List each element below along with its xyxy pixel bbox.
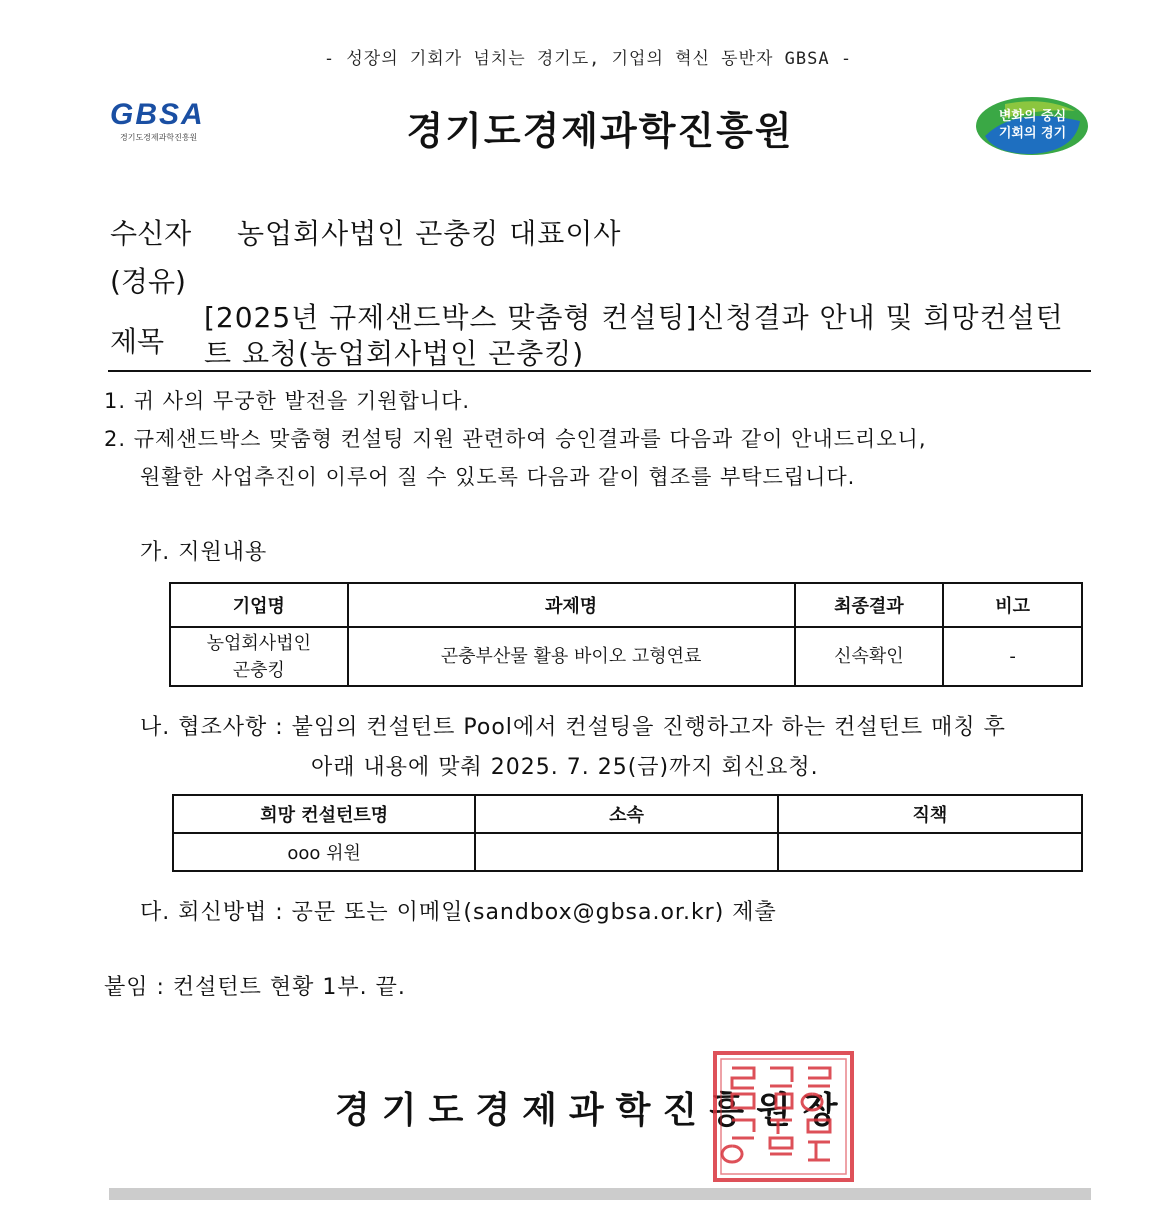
subject-divider — [108, 370, 1091, 372]
org-title: 경기도경제과학진흥원 — [406, 109, 794, 153]
section-na-line2: 아래 내용에 맞춰 2025. 7. 25(금)까지 회신요청. — [311, 755, 819, 780]
header-position: 직책 — [778, 795, 1082, 833]
logo-text: GBSA — [110, 98, 205, 131]
gyeonggi-badge — [975, 96, 1090, 156]
badge-line1: 변화의 중심 — [998, 109, 1067, 124]
table-row — [170, 627, 1082, 686]
header-consultant-name: 희망 컨설턴트명 — [173, 795, 475, 833]
subject-value: [2025년 규제샌드박스 맞춤형 컨설팅]신청결과 안내 및 희망컨설턴트 요청(농업회사법인 곤충킹) — [204, 301, 1064, 370]
paragraph-2-line2: 원활한 사업추진이 이루어 질 수 있도록 다음과 같이 협조를 부탁드립니다. — [140, 465, 856, 489]
seal-icon — [712, 1050, 855, 1183]
footer-bar — [109, 1188, 1091, 1200]
paragraph-2-line1: 2. 규제샌드박스 맞춤형 컨설팅 지원 관련하여 승인결과를 다음과 같이 안내드리오니, — [104, 427, 927, 451]
support-table — [169, 582, 1083, 687]
cell-company — [170, 627, 348, 686]
company-line1: 농업회사법인 — [206, 632, 311, 654]
header-note: 비고 — [943, 583, 1082, 627]
cell-project: 곤충부산물 활용 바이오 고형연료 — [348, 627, 795, 686]
official-seal — [712, 1050, 855, 1183]
header-project: 과제명 — [348, 583, 795, 627]
consultant-table — [172, 794, 1083, 872]
logo-subtext: 경기도경제과학진흥원 — [120, 133, 198, 142]
section-ga-title: 가. 지원내용 — [140, 540, 268, 565]
recipient-value: 농업회사법인 곤충킹 대표이사 — [237, 217, 622, 250]
signer-name: 경기도경제과학진흥원장 — [335, 1090, 850, 1131]
cell-affiliation — [475, 833, 777, 871]
header-result: 최종결과 — [795, 583, 944, 627]
attachment-note: 붙임 : 컨설턴트 현황 1부. 끝. — [104, 975, 406, 1000]
header-company: 기업명 — [170, 583, 348, 627]
paragraph-1: 1. 귀 사의 무궁한 발전을 기원합니다. — [104, 389, 471, 413]
section-da: 다. 회신방법 : 공문 또는 이메일(sandbox@gbsa.or.kr) 제출 — [140, 900, 777, 925]
cell-position — [778, 833, 1082, 871]
via-label: (경유) — [110, 265, 186, 298]
badge-line2: 기회의 경기 — [998, 126, 1067, 141]
subject-label: 제목 — [110, 325, 165, 358]
paragraph-2 — [104, 420, 1104, 496]
cell-consultant-name: ooo 위원 — [173, 833, 475, 871]
section-na-line1: 나. 협조사항 : 붙임의 컨설턴트 Pool에서 컨설팅을 진행하고자 하는 컨설턴트 매칭 후 — [140, 715, 1006, 740]
header-affiliation: 소속 — [475, 795, 777, 833]
slogan: - 성장의 기회가 넘치는 경기도, 기업의 혁신 동반자 GBSA - — [323, 49, 853, 69]
company-line2: 곤충킹 — [232, 659, 285, 681]
cell-result: 신속확인 — [795, 627, 944, 686]
table-row — [173, 833, 1082, 871]
recipient-label: 수신자 — [110, 217, 192, 250]
cell-note: - — [943, 627, 1082, 686]
